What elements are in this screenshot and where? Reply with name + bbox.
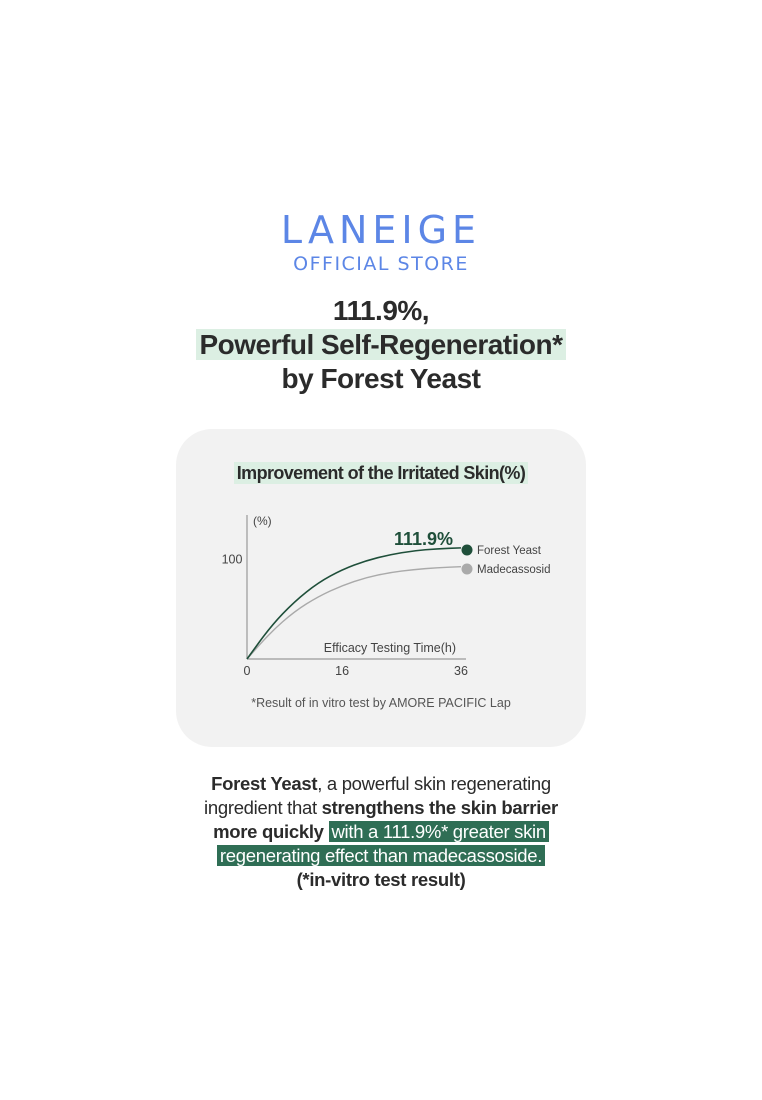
x-axis-label: Efficacy Testing Time(h) [323, 641, 456, 655]
brand-name: LANEIGE [280, 208, 482, 252]
headline [0, 294, 762, 396]
desc-line-1: , a powerful skin regenerating [317, 773, 551, 794]
headline-line-3: by Forest Yeast [281, 363, 481, 394]
legend-marker [462, 564, 473, 575]
brand-store-label: OFFICIAL STORE [293, 253, 469, 275]
headline-line-2: Powerful Self-Regeneration* [196, 329, 565, 360]
legend-marker [462, 545, 473, 556]
desc-line-2-bold: strengthens the skin barrier [321, 797, 558, 818]
y-axis-label: (%) [253, 514, 272, 528]
x-tick-label: 16 [335, 664, 350, 678]
y-tick-label: 100 [221, 552, 243, 567]
headline-line-1: 111.9%, [332, 295, 430, 326]
legend-label: Forest Yeast [477, 545, 541, 557]
chart-title: Improvement of the Irritated Skin(%) [234, 462, 528, 484]
desc-line-3-highlight: with a 111.9%* greater skin [329, 821, 549, 842]
brand-logo [0, 208, 762, 276]
desc-ingredient-name: Forest Yeast [211, 773, 318, 794]
x-tick-label: 0 [243, 664, 251, 678]
description [0, 772, 762, 892]
desc-line-5-note: (*in-vitro test result) [296, 869, 466, 890]
legend-label: Madecassosid [477, 564, 551, 576]
desc-line-4-highlight: regenerating effect than madecassoside. [217, 845, 545, 866]
chart-footnote: *Result of in vitro test by AMORE PACIFIC Lap [251, 696, 511, 710]
peak-annotation: 111.9% [394, 529, 454, 549]
x-tick-label: 36 [454, 664, 468, 678]
chart-card [176, 429, 586, 747]
desc-line-3-bold: more quickly [213, 821, 324, 842]
desc-line-2: ingredient that [204, 797, 322, 818]
